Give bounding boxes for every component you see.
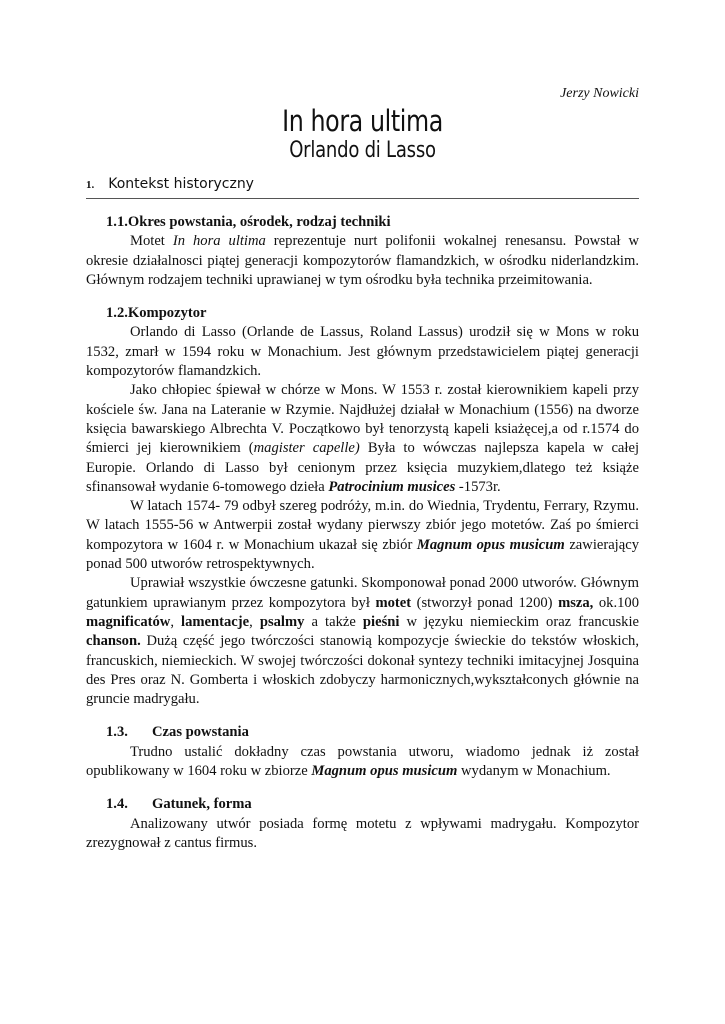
text-run: ok.100 xyxy=(593,594,639,611)
section-1-2 xyxy=(86,304,639,709)
bold-italic-title: Magnum opus musicum xyxy=(416,536,565,553)
title-block xyxy=(86,104,639,164)
bold-term: chanson. xyxy=(86,633,141,650)
text-run: Jako chłopiec śpiewał w chórze w Mons. W 1553 r. został kierownikiem kapeli przy kościele św. Jana na Lateranie w Rzymie. Najdłużej działał w Monachium (1556) na dworze księcia bawarskiego Albrechta V. Początkowo był tenorzystą kapeli ksiażęcej,a od r.1574 do śmierci jej kierownikiem ( xyxy=(86,382,639,457)
section-1-3 xyxy=(86,723,639,781)
bold-term: pieśni xyxy=(362,613,400,630)
document-subtitle: Orlando di Lasso xyxy=(289,138,436,163)
text-run: w języku niemieckim oraz francuskie xyxy=(399,613,639,630)
bold-term: lamentacje xyxy=(181,613,250,630)
text-run: , xyxy=(170,613,182,630)
author-name: Jerzy Nowicki xyxy=(560,86,639,101)
paragraph: Analizowany utwór posiada formę motetu z wpływami madrygału. Kompozytor zrezygnował z cantus firmus. xyxy=(86,815,639,851)
text-run: Trudno ustalić dokładny czas powstania utworu, wiadomo jednak iż został opublikowany w 1604 roku w zbiorze xyxy=(86,743,639,780)
chapter-label: Kontekst historyczny xyxy=(108,176,254,192)
text-run: a także xyxy=(304,613,363,630)
paragraph xyxy=(86,381,639,497)
paragraph xyxy=(86,232,639,290)
bold-term: msza, xyxy=(558,594,594,611)
text-run: Motet xyxy=(130,233,173,250)
text-run: -1573r. xyxy=(455,478,501,495)
bold-term: motet xyxy=(375,594,412,611)
bold-term: magnificatów xyxy=(86,613,171,630)
text-run: , xyxy=(249,613,260,630)
section-heading xyxy=(106,723,639,742)
chapter-heading xyxy=(86,176,639,199)
text-run: reprezentuje nurt polifonii wokalnej renesansu. Powstał w okresie działalnosci piątej generacji kompozytorów flamandzkich, w ośrodku niderlandzkim. Głównym rodzajem techniki uprawianej w tym ośrodku była technika przeimitowania. xyxy=(86,233,639,288)
section-1-1 xyxy=(86,213,639,290)
paragraph xyxy=(86,497,639,574)
bold-italic-title: Patrocinium musices xyxy=(328,478,456,495)
chapter-number: 1. xyxy=(86,179,95,191)
text-run: Uprawiał wszystkie ówczesne gatunki. Skomponował ponad 2000 utworów. Głównym gatunkiem uprawianym przez kompozytora był xyxy=(86,575,639,611)
text-run: zawierający ponad 500 utworów retrospektywnych. xyxy=(86,536,639,573)
text-run: (stworzył ponad 1200) xyxy=(411,594,559,611)
paragraph: Orlando di Lasso (Orlande de Lassus, Roland Lassus) urodził się w Mons w roku 1532, zmarł w 1594 roku w Monachium. Jest głównym przedstawicielem piątej generacji kompozytorów flamandzkich. xyxy=(86,324,639,380)
text-run: wydanym w Monachium. xyxy=(457,763,611,780)
section-heading xyxy=(106,795,639,814)
section-title: Czas powstania xyxy=(152,724,249,741)
text-run: W latach 1574- 79 odbył szereg podróży, m.in. do Wiednia, Trydentu, Ferrary, Rzymu. W latach 1555-56 w Antwerpii został wydany pierwszy zbiór jego motetów. Zaś po śmierci kompozytora w 1604 r. w Monachium ukazał się zbiór xyxy=(86,498,639,553)
bold-italic-title: Magnum opus musicum xyxy=(311,763,458,780)
section-number: 1.3. xyxy=(106,724,128,741)
italic-title: In hora ultima xyxy=(172,233,266,250)
bold-term: psalmy xyxy=(259,613,305,630)
section-number: 1.4. xyxy=(106,796,128,813)
italic-term: magister capelle) xyxy=(253,440,360,457)
paragraph xyxy=(86,574,639,709)
paragraph xyxy=(86,743,639,782)
section-heading: 1.2.Kompozytor xyxy=(106,305,207,322)
document-title: In hora ultima xyxy=(282,104,443,138)
document-body xyxy=(86,213,639,867)
section-title: Gatunek, forma xyxy=(152,796,252,813)
text-run: Dużą część jego twórczości stanowią kompozycje świeckie do tekstów włoskich, francuskich, niemieckich. W swojej twórczości dokonał syntezy techniki imitacyjnej Josquina des Pres oraz N. Gomberta i włoskich zdobyczy harmonicznych,wykształconych głównie na gruncie madrygału. xyxy=(86,633,639,708)
text-run: Była to wówczas najlepsza kapela w całej Europie. Orlando di Lasso był cenionym przez księcia muzykiem,dlatego też książe sfinansował wydanie 6-tomowego dzieła xyxy=(86,440,639,495)
section-1-4 xyxy=(86,795,639,853)
section-heading: 1.1.Okres powstania, ośrodek, rodzaj techniki xyxy=(106,214,391,230)
